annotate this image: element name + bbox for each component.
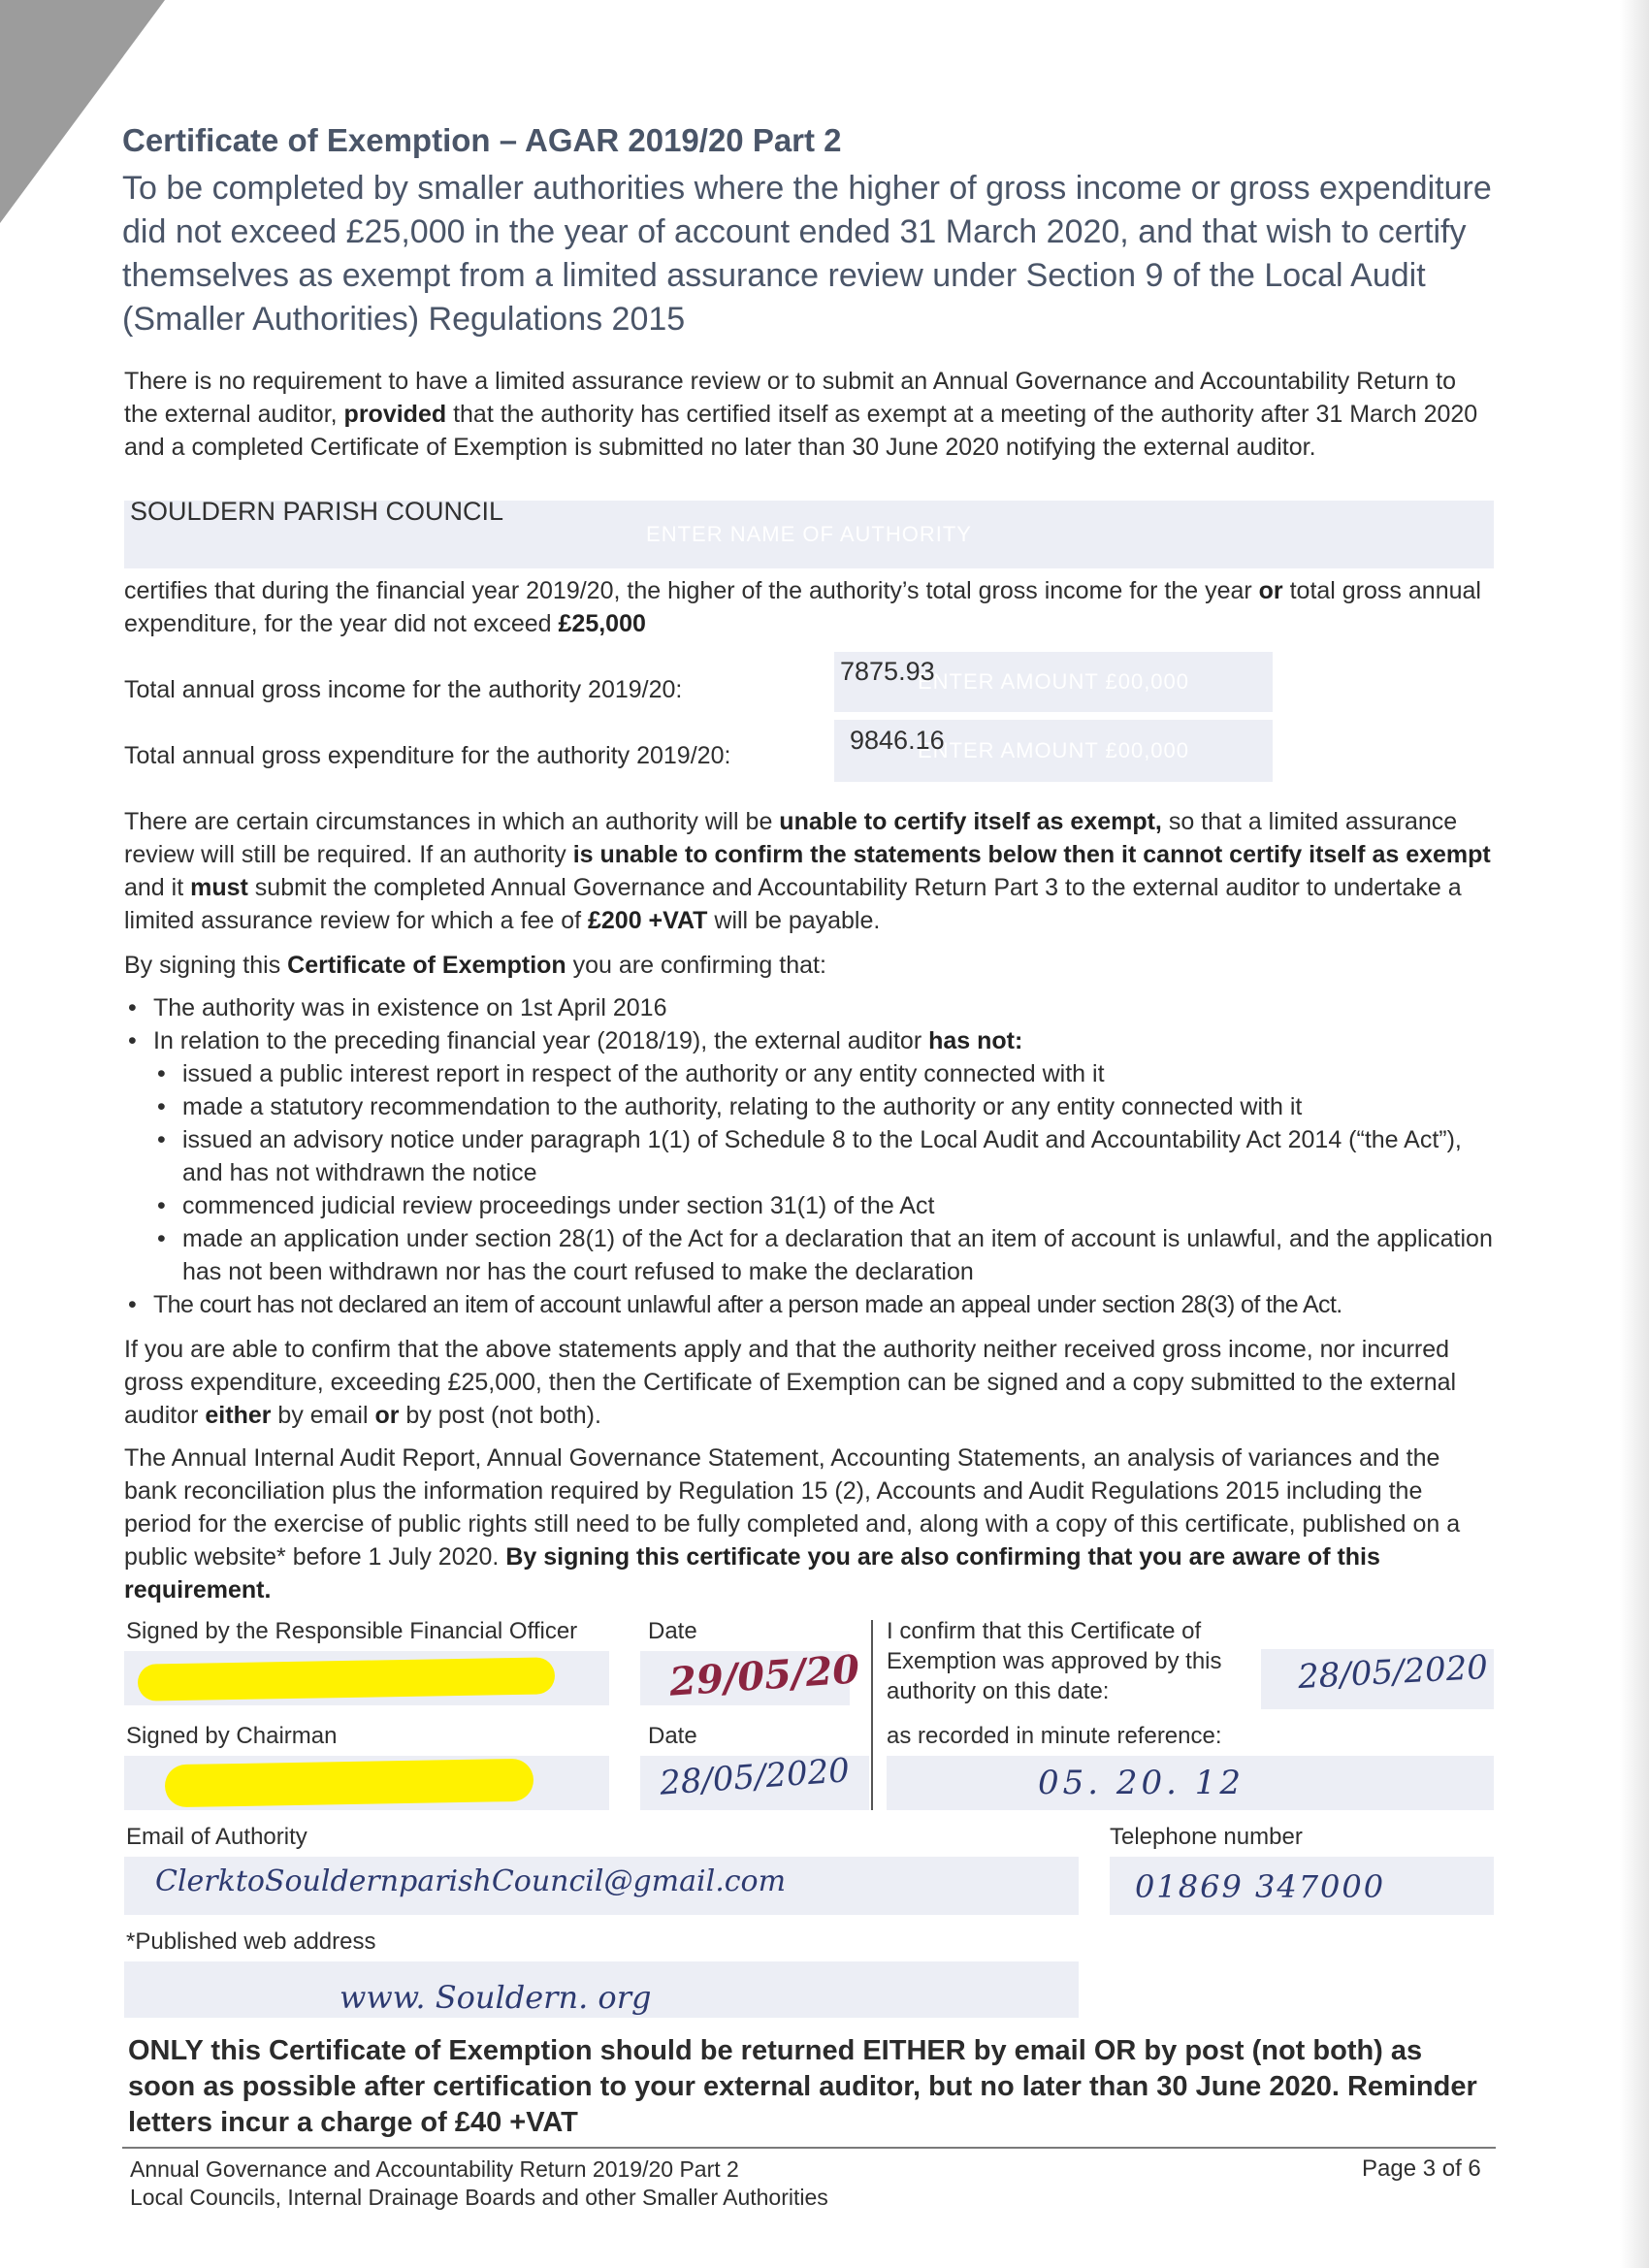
signing-intro: By signing this Certificate of Exemption you are confirming that: xyxy=(124,952,826,979)
phone-value: 01869 347000 xyxy=(1135,1868,1386,1905)
approval-date-value: 28/05/2020 xyxy=(1297,1647,1489,1698)
approval-confirm-text: I confirm that this Certificate of Exemption was approved by this authority on this date: xyxy=(887,1618,1222,1704)
chair-date-label: Date xyxy=(648,1723,697,1749)
column-divider xyxy=(871,1620,873,1810)
list-item: • The authority was in existence on 1st April 2016 xyxy=(124,991,1502,1024)
email-value: ClerktoSouldernparishCouncil@gmail.com xyxy=(155,1864,787,1898)
authority-name-hint: ENTER NAME OF AUTHORITY xyxy=(646,522,972,546)
certifies-paragraph: certifies that during the financial year 2019/20, the higher of the authority’s total gross income for the year or total gross annual expenditure, for the year did not exceed £25,000 xyxy=(124,577,1481,637)
list-item: • issued an advisory notice under paragraph 1(1) of Schedule 8 to the Local Audit and Accountability Act 2014 (“the Act”), and has not withdrawn the notice xyxy=(124,1123,1502,1189)
redacted-signature xyxy=(138,1657,556,1701)
footer-divider xyxy=(122,2147,1496,2149)
income-value: 7875.93 xyxy=(840,657,935,686)
income-hint: ENTER AMOUNT £00,000 xyxy=(917,669,1190,694)
intro-paragraph: There is no requirement to have a limited assurance review or to submit an Annual Governance and Accountability Return to the external auditor, provided that the authority has certified itself as exempt at a meeting of the authority after 31 March 2020 and a completed Certificate of Exemption is submitted no later than 30 June 2020 notifying the external auditor. xyxy=(124,368,1478,461)
document-title: Certificate of Exemption – AGAR 2019/20 Part 2 xyxy=(122,122,842,158)
income-label: Total annual gross income for the authority 2019/20: xyxy=(124,676,683,703)
footer-line-2: Local Councils, Internal Drainage Boards and other Smaller Authorities xyxy=(130,2185,828,2210)
list-item: • made a statutory recommendation to the authority, relating to the authority or any entity connected with it xyxy=(124,1090,1502,1123)
expenditure-label: Total annual gross expenditure for the authority 2019/20: xyxy=(124,742,731,769)
return-notice: ONLY this Certificate of Exemption should be returned EITHER by email OR by post (not both) as soon as possible after certification to your external auditor, but no later than 30 June 2020. Reminder letters incur a charge of £40 +VAT xyxy=(128,2035,1477,2138)
minute-ref-value: 05. 20. 12 xyxy=(1038,1764,1245,1802)
footer-line-1: Annual Governance and Accountability Return 2019/20 Part 2 xyxy=(130,2156,739,2182)
page-edge-shadow xyxy=(1620,0,1649,2268)
document-subtitle: To be completed by smaller authorities where the higher of gross income or gross expenditure did not exceed £25,000 in the year of account ended 31 March 2020, and that wish to certify themselves as exempt from a limited assurance review under Section 9 of the Local Audit (Smaller Authorities) Regulations 2015 xyxy=(122,170,1492,338)
footer-text xyxy=(130,2155,828,2212)
web-address-value: www. Souldern. org xyxy=(340,1979,652,2016)
list-item: • commenced judicial review proceedings under section 31(1) of the Act xyxy=(124,1189,1502,1222)
rfo-date-label: Date xyxy=(648,1618,697,1644)
minute-ref-label: as recorded in minute reference: xyxy=(887,1723,1222,1749)
list-item: • In relation to the preceding financial year (2018/19), the external auditor has not: xyxy=(124,1024,1502,1057)
expenditure-hint: ENTER AMOUNT £00,000 xyxy=(917,738,1190,762)
list-item: • issued a public interest report in respect of the authority or any entity connected with it xyxy=(124,1057,1502,1090)
rfo-signature-label: Signed by the Responsible Financial Officer xyxy=(126,1618,578,1644)
circumstances-paragraph: There are certain circumstances in which an authority will be unable to certify itself as exempt, so that a limited assurance review will still be required. If an authority is unable to confirm the statements below then it cannot certify itself as exempt and it must submit the completed Annual Governance and Accountability Return Part 3 to the external auditor to undertake a limited assurance review for which a fee of £200 +VAT will be payable. xyxy=(124,808,1491,934)
chair-signature-label: Signed by Chairman xyxy=(126,1723,338,1749)
expenditure-value: 9846.16 xyxy=(850,726,945,755)
page-number: Page 3 of 6 xyxy=(1362,2155,1481,2182)
able-paragraph: If you are able to confirm that the above statements apply and that the authority neither received gross income, nor incurred gross expenditure, exceeding £25,000, then the Certificate of Exemption can be signed and a copy submitted to the external auditor either by email or by post (not both). xyxy=(124,1336,1457,1429)
list-item: • The court has not declared an item of account unlawful after a person made an appeal under section 28(3) of the Act. xyxy=(124,1288,1502,1321)
chair-date-value: 28/05/2020 xyxy=(658,1751,852,1803)
rfo-date-value: 29/05/20 xyxy=(667,1646,861,1705)
email-label: Email of Authority xyxy=(126,1824,307,1850)
confirmation-list xyxy=(124,991,1502,1321)
authority-name-value: SOULDERN PARISH COUNCIL xyxy=(130,497,504,526)
annual-paragraph: The Annual Internal Audit Report, Annual Governance Statement, Accounting Statements, an analysis of variances and the bank reconciliation plus the information required by Regulation 15 (2), Accounts and Audit Regulations 2015 including the period for the exercise of public rights still need to be fully completed and, along with a copy of this certificate, published on a public website* before 1 July 2020. By signing this certificate you are also confirming that you are aware of this requirement. xyxy=(124,1444,1461,1604)
list-item: • made an application under section 28(1) of the Act for a declaration that an item of account is unlawful, and the application has not been withdrawn nor has the court refused to make the declaration xyxy=(124,1222,1502,1288)
web-address-label: *Published web address xyxy=(126,1928,376,1955)
redacted-signature xyxy=(165,1759,534,1808)
phone-label: Telephone number xyxy=(1110,1824,1303,1850)
